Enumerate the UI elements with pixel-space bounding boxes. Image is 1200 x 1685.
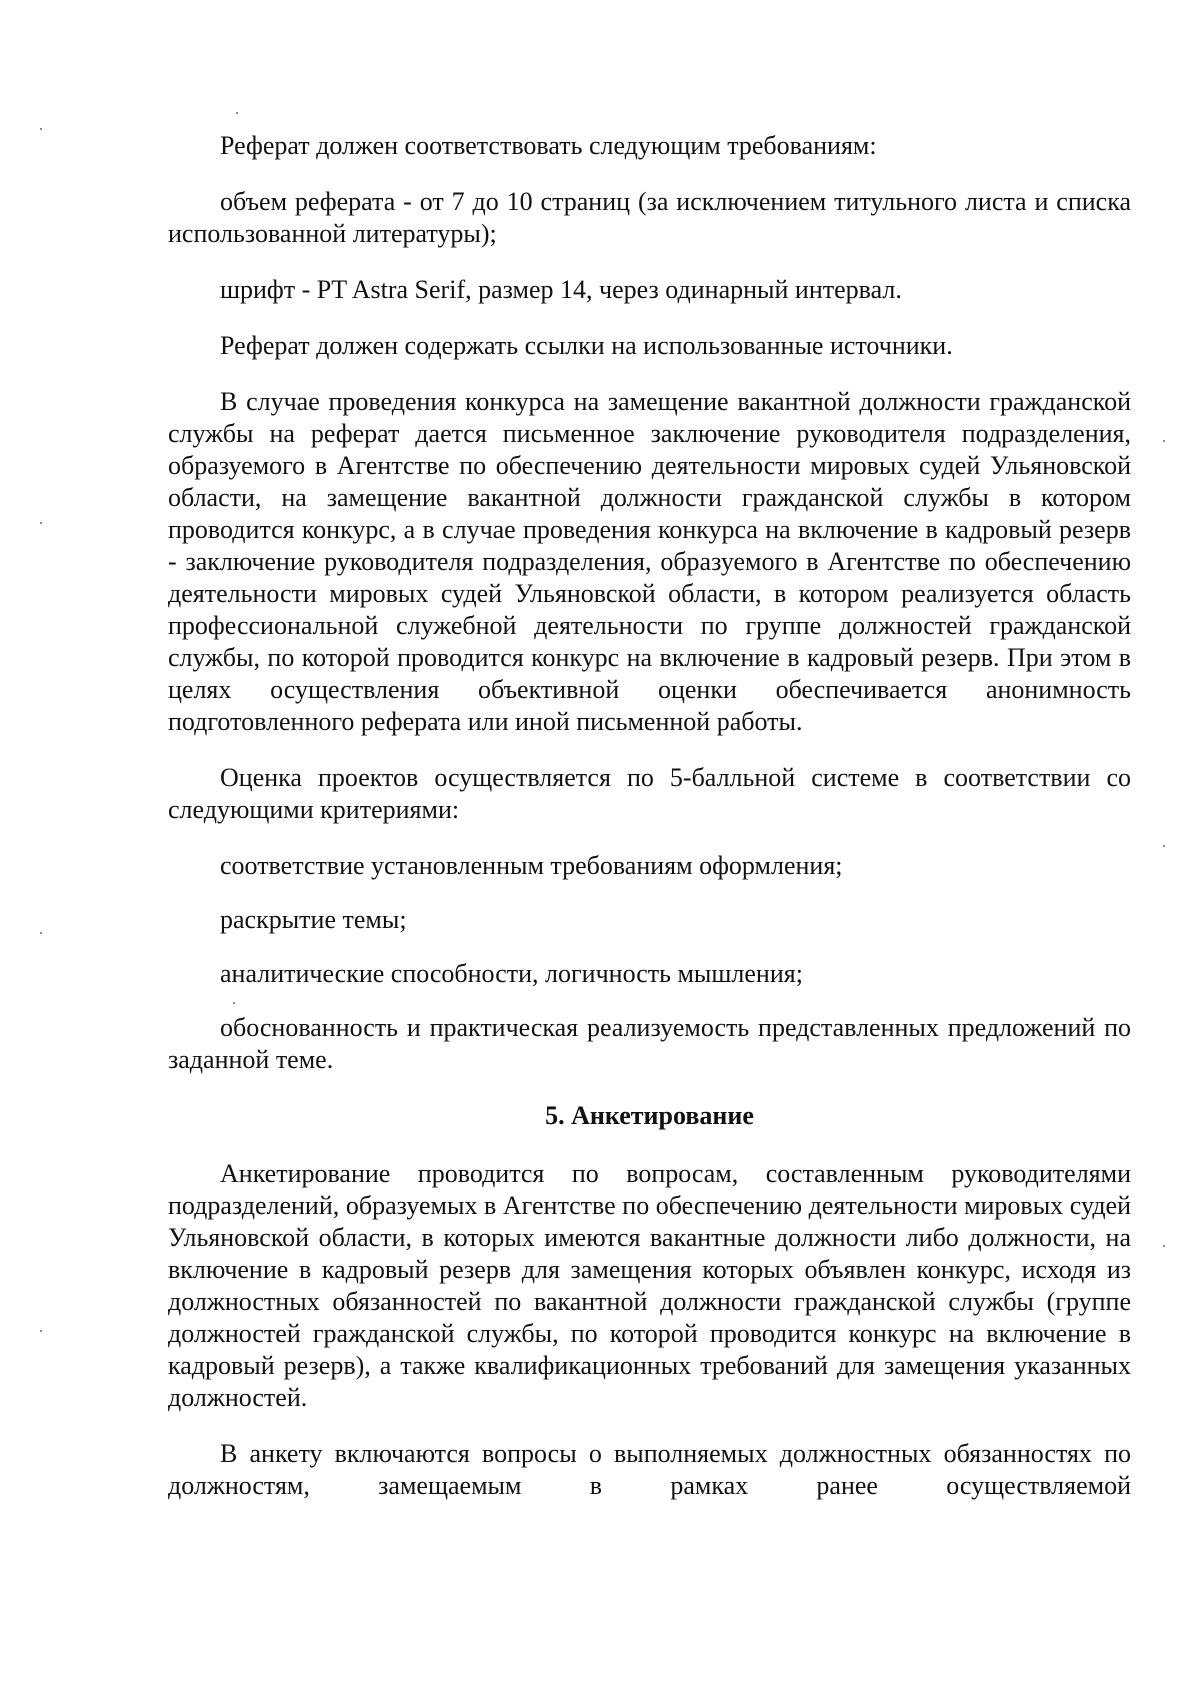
document-body: [168, 130, 1131, 1526]
paragraph: В анкету включаются вопросы о выполняемых должностных обязанностях по должностям, замещаемым в рамках ранее осуществляемой: [168, 1439, 1131, 1500]
scan-speck: [1163, 440, 1165, 442]
paragraph: шрифт - PT Astra Serif, размер 14, через одинарный интервал.: [220, 275, 902, 304]
paragraph: Реферат должен содержать ссылки на использованные источники.: [220, 331, 953, 360]
scan-speck: [1163, 1245, 1165, 1247]
scan-speck: [40, 1330, 42, 1332]
paragraph: Оценка проектов осуществляется по 5-балльной системе в соответствии со следующими критериями:: [168, 763, 1131, 824]
criterion-item: раскрытие темы;: [220, 905, 407, 934]
paragraph: Анкетирование проводится по вопросам, составленным руководителями подразделений, образуемых в Агентстве по обеспечению деятельности мировых судей Ульяновской области, в которых имеются вакантные должности либо должности, на включение в кадровый резерв для замещения которых объявлен конкурс, исходя из должностных обязанностей по вакантной должности гражданской службы (группе должностей гражданской службы, по которой проводится конкурс на включение в кадровый резерв), а также квалификационных требований для замещения указанных должностей.: [168, 1159, 1131, 1412]
section-heading: 5. Анкетирование: [545, 1101, 754, 1130]
paragraph: В случае проведения конкурса на замещение вакантной должности гражданской службы на реферат дается письменное заключение руководителя подразделения, образуемого в Агентстве по обеспечению деятельности мировых судей Ульяновской области, на замещение вакантной должности гражданской службы в котором проводится конкурс, а в случае проведения конкурса на включение в кадровый резерв - заключение руководителя подразделения, образуемого в Агентстве по обеспечению деятельности мировых судей Ульяновской области, в котором реализуется область профессиональной служебной деятельности по группе должностей гражданской службы, по которой проводится конкурс на включение в кадровый резерв. При этом в целях осуществления объективной оценки обеспечивается анонимность подготовленного реферата или иной письменной работы.: [168, 387, 1131, 736]
scan-speck: [40, 932, 42, 934]
scan-speck: [40, 128, 42, 130]
scan-speck: [236, 112, 238, 114]
scan-speck: [1163, 845, 1165, 847]
scan-speck: [40, 522, 42, 524]
paragraph: Реферат должен соответствовать следующим требованиям:: [220, 131, 877, 160]
criterion-item: обоснованность и практическая реализуемость представленных предложений по заданной теме.: [168, 1013, 1131, 1074]
paragraph: объем реферата - от 7 до 10 страниц (за исключением титульного листа и списка использованной литературы);: [168, 187, 1131, 248]
criterion-item: аналитические способности, логичность мышления;: [220, 959, 803, 988]
criterion-item: соответствие установленным требованиям оформления;: [220, 851, 843, 880]
